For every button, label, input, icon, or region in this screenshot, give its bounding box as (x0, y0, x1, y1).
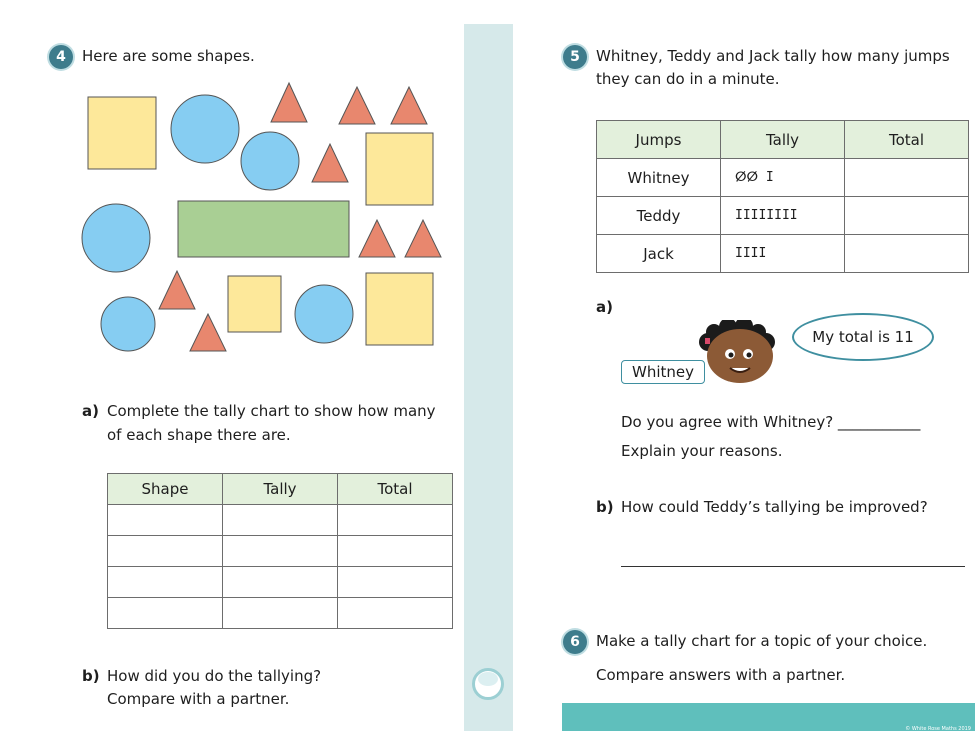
circle-shape (241, 132, 299, 190)
tally-marks: ⵁⵁ I (721, 159, 845, 197)
agree-question: Do you agree with Whitney? ___________ (621, 413, 921, 431)
table-row (597, 197, 969, 235)
table-row (597, 159, 969, 197)
circle-shape (101, 297, 155, 351)
column-header-tally: Tally (223, 474, 338, 505)
q5-part-b-label: b) (596, 498, 614, 516)
page-gutter (464, 24, 513, 731)
total-cell[interactable] (845, 159, 969, 197)
q4-part-a-label: a) (82, 402, 99, 420)
triangle-shape (312, 144, 348, 182)
table-row (108, 505, 453, 536)
table-row (108, 598, 453, 629)
q5-prompt-line1: Whitney, Teddy and Jack tally how many jumps (596, 47, 950, 65)
table-row (597, 235, 969, 273)
square-shape (366, 273, 433, 345)
square-shape (366, 133, 433, 205)
column-header-total: Total (845, 121, 969, 159)
q6-line1: Make a tally chart for a topic of your choice. (596, 632, 928, 650)
circle-shape (82, 204, 150, 272)
q4-part-a-line2: of each shape there are. (107, 426, 291, 444)
triangle-shape (339, 87, 375, 124)
q4-part-b-label: b) (82, 667, 100, 685)
explain-reasons: Explain your reasons. (621, 442, 783, 460)
q4-tally-table (107, 473, 453, 629)
tally-marks: IIII (721, 235, 845, 273)
q4-part-b-line2: Compare with a partner. (107, 690, 290, 708)
question-number-5: 5 (563, 45, 587, 69)
triangle-shape (271, 83, 307, 122)
page-marker-inner (478, 672, 498, 686)
tally-marks: IIIIIIII (721, 197, 845, 235)
triangle-shape (159, 271, 195, 309)
table-cell[interactable] (108, 505, 223, 536)
triangle-shape (359, 220, 395, 257)
question-number-4: 4 (49, 45, 73, 69)
speech-bubble (792, 313, 934, 361)
shapes-illustration (78, 78, 448, 358)
table-cell[interactable] (223, 567, 338, 598)
column-header-jumps: Jumps (597, 121, 721, 159)
table-cell[interactable] (338, 567, 453, 598)
row-name: Teddy (597, 197, 721, 235)
column-header-shape: Shape (108, 474, 223, 505)
q5-part-a-label: a) (596, 298, 613, 316)
triangle-shape (391, 87, 427, 124)
table-cell[interactable] (223, 598, 338, 629)
table-cell[interactable] (338, 598, 453, 629)
q5-prompt-line2: they can do in a minute. (596, 70, 780, 88)
total-cell[interactable] (845, 197, 969, 235)
triangle-shape (190, 314, 226, 351)
row-name: Jack (597, 235, 721, 273)
table-row (108, 536, 453, 567)
q5-tally-table (596, 120, 969, 273)
triangle-shape (405, 220, 441, 257)
answer-line[interactable] (621, 566, 965, 567)
table-cell[interactable] (223, 536, 338, 567)
question-number-6: 6 (563, 630, 587, 654)
table-cell[interactable] (338, 505, 453, 536)
table-row (108, 567, 453, 598)
table-cell[interactable] (108, 536, 223, 567)
column-header-tally: Tally (721, 121, 845, 159)
square-shape (228, 276, 281, 332)
q6-line2: Compare answers with a partner. (596, 666, 846, 684)
table-cell[interactable] (338, 536, 453, 567)
q5-part-b-question: How could Teddy’s tallying be improved? (621, 498, 928, 516)
q4-part-a-line1: Complete the tally chart to show how many (107, 402, 436, 420)
copyright-text: © White Rose Maths 2019 (905, 726, 971, 731)
row-name: Whitney (597, 159, 721, 197)
table-cell[interactable] (223, 505, 338, 536)
circle-shape (295, 285, 353, 343)
table-cell[interactable] (108, 567, 223, 598)
circle-shape (171, 95, 239, 163)
character-name-label: Whitney (621, 360, 705, 384)
table-cell[interactable] (108, 598, 223, 629)
q4-prompt: Here are some shapes. (82, 47, 255, 65)
total-cell[interactable] (845, 235, 969, 273)
square-shape (88, 97, 156, 169)
speech-text: My total is 11 (812, 328, 914, 346)
rectangle-shape (178, 201, 349, 257)
column-header-total: Total (338, 474, 453, 505)
q4-part-b-line1: How did you do the tallying? (107, 667, 322, 685)
